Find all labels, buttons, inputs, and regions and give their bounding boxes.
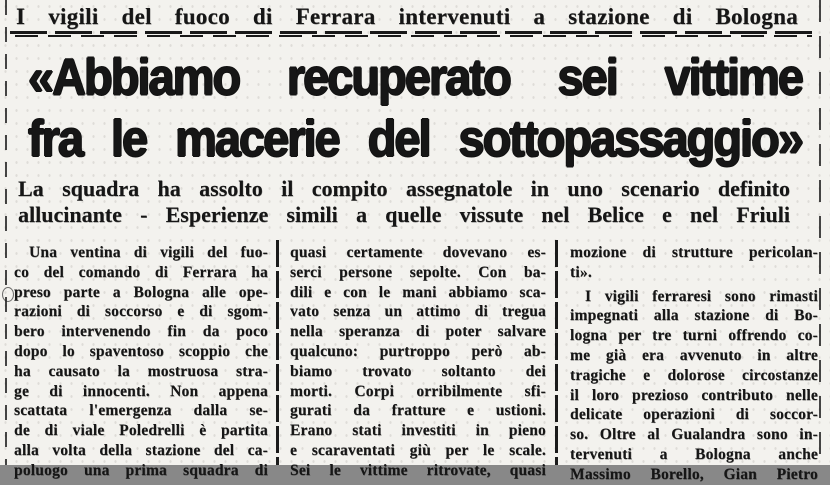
body-column-2	[290, 243, 546, 481]
right-edge-rule	[819, 0, 821, 465]
body-line: serci persone sepolte. Con ba-	[290, 263, 546, 281]
body-line: preso parte a Bologna alle ope-	[14, 283, 268, 301]
body-line: Erano stati investiti in pieno	[290, 422, 546, 440]
left-edge-rule	[5, 0, 7, 465]
body-line: morti. Corpi orribilmente sfi-	[290, 382, 546, 400]
body-line: bero intervenendo fin da poco	[14, 323, 268, 341]
column-rule-1	[276, 240, 279, 465]
body-line: ge di innocenti. Non appena	[14, 382, 268, 400]
body-line: scattata l'emergenza dalla se-	[14, 402, 268, 420]
body-line: il loro prezioso contributo nelle	[570, 386, 818, 404]
body-line: Una ventina di vigili del fuo-	[29, 244, 268, 261]
body-line: alla volta della stazione del ca-	[14, 441, 268, 459]
body-line: gurati da fratture e ustioni.	[290, 402, 546, 420]
body-line: delicate operazioni di soccor-	[570, 406, 818, 424]
body-line: ti».	[570, 263, 592, 281]
body-line: de di viale Poledrelli è partita	[14, 422, 268, 440]
kicker-underline-rule	[10, 31, 812, 39]
body-column-1	[14, 243, 268, 481]
body-line: poluogo una prima squadra di	[14, 461, 268, 479]
body-line: I vigili ferraresi sono rimasti	[585, 287, 818, 305]
body-line: ha causato la mostruosa stra-	[14, 362, 268, 380]
subhead-line-2: allucinante - Esperienze simili a quelle vissute nel Belice e nel Friuli	[18, 202, 790, 227]
body-line: e scaraventati giù per le scale.	[290, 441, 546, 459]
body-line: tragiche e dolorose circostanze	[570, 366, 818, 384]
body-line: dopo lo spaventoso scoppio che	[14, 342, 268, 360]
body-line: logna per tre turni offrendo co-	[570, 327, 818, 345]
body-line: mozione di strutture pericolan-	[570, 244, 818, 261]
body-line: qualcuno: purtroppo però ab-	[290, 342, 546, 360]
subhead-line-1: La squadra ha assolto il compito assegnatole in uno scenario definito	[18, 176, 790, 201]
column-rule-2	[555, 240, 558, 465]
body-line: razioni di soccorso e di sgom-	[14, 303, 268, 321]
body-line: co del comando di Ferrara ha	[14, 263, 268, 281]
headline-line-1: «Abbiamo recuperato sei vittime	[28, 48, 802, 106]
body-line: Sei le vittime ritrovate, quasi	[290, 461, 546, 479]
body-line: nella speranza di poter salvare	[290, 323, 546, 341]
body-line: Massimo Borello, Gian Pietro	[570, 465, 818, 483]
kicker: I vigili del fuoco di Ferrara intervenuti a stazione di Bologna	[16, 4, 798, 29]
body-line: impegnati alla stazione di Bo-	[570, 307, 818, 325]
subhead	[18, 176, 790, 228]
body-line: me già era avvenuto in altre	[570, 346, 818, 364]
body-line: tervenuti a Bologna anche	[570, 445, 818, 463]
headline	[28, 46, 802, 169]
body-line: dili e con le mani abbiamo sca-	[290, 283, 546, 301]
body-line: so. Oltre al Gualandra sono in-	[570, 426, 818, 444]
body-column-3	[570, 243, 818, 485]
body-line: biamo trovato soltanto dei	[290, 362, 546, 380]
body-line: quasi certamente dovevano es-	[290, 244, 546, 261]
headline-line-2: fra le macerie del sottopassaggio»	[28, 109, 802, 167]
body-line: vato senza un attimo di tregua	[290, 303, 546, 321]
scan-artifact-circle	[2, 287, 14, 302]
